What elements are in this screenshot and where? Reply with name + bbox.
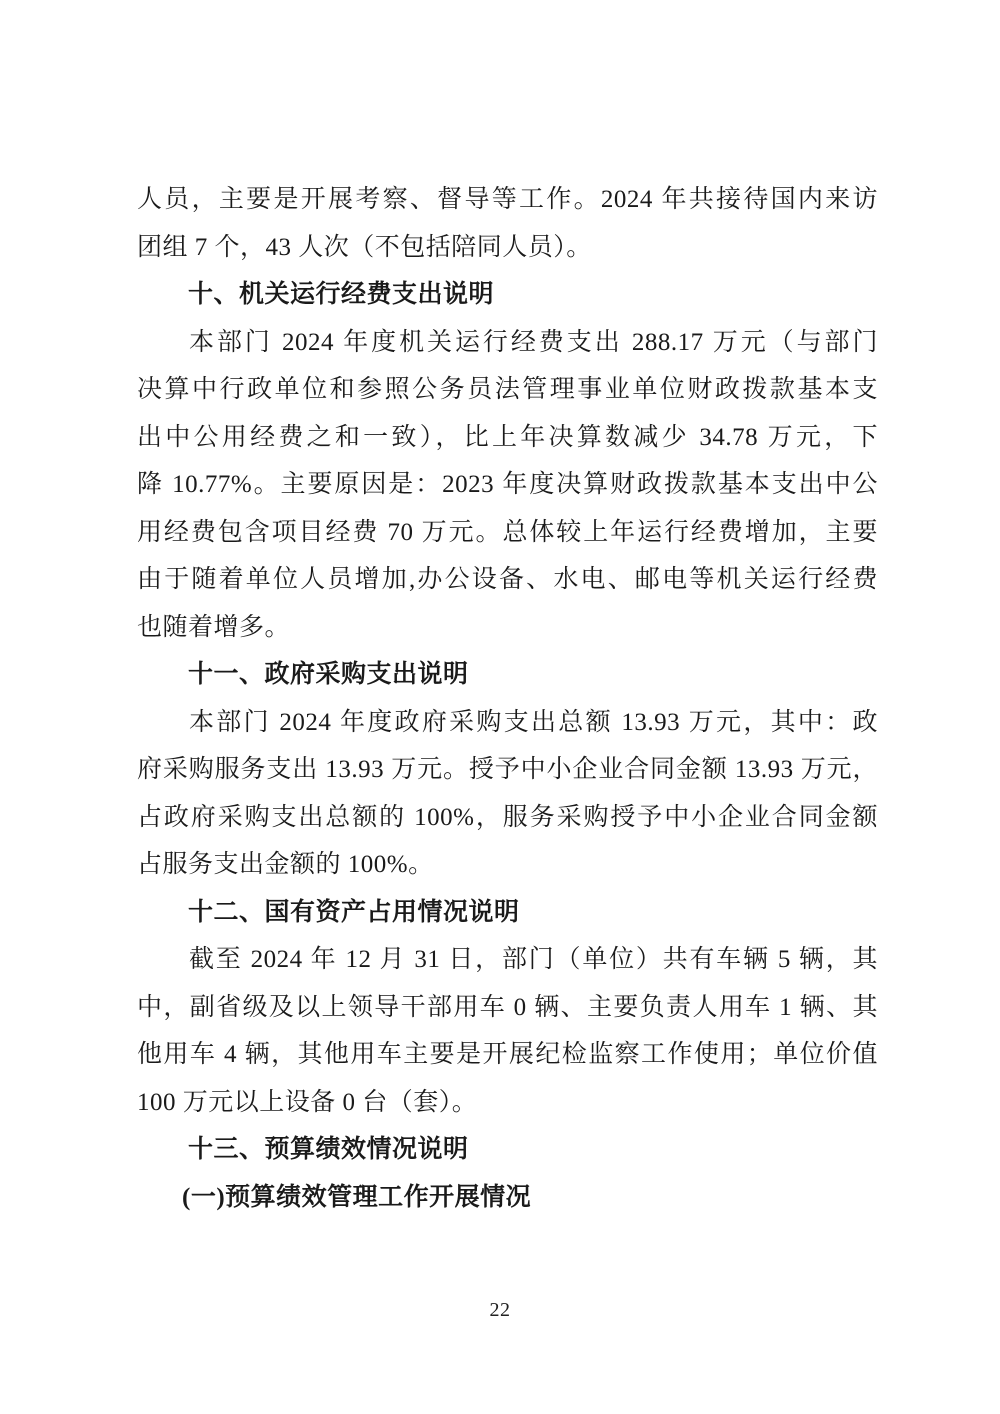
paragraph-line: 中，副省级及以上领导干部用车 0 辆、主要负责人用车 1 辆、其	[137, 993, 878, 1021]
paragraph-line: 决算中行政单位和参照公务员法管理事业单位财政拨款基本支	[137, 376, 878, 403]
paragraph-line: 占服务支出金额的 100%。	[137, 851, 434, 878]
paragraph-line: 本部门 2024 年度机关运行经费支出 288.17 万元（与部门	[189, 328, 878, 356]
paragraph-line: 人员，主要是开展考察、督导等工作。2024 年共接待国内来访	[137, 186, 878, 213]
paragraph-line: 降 10.77%。主要原因是：2023 年度决算财政拨款基本支出中公	[137, 471, 878, 498]
paragraph-line: 截至 2024 年 12 月 31 日，部门（单位）共有车辆 5 辆，其	[189, 946, 878, 973]
paragraph-line: 也随着增多。	[137, 613, 291, 641]
section-heading: 十一、政府采购支出说明	[188, 661, 469, 688]
paragraph-line: 用经费包含项目经费 70 万元。总体较上年运行经费增加，主要	[137, 518, 878, 546]
section-heading: 十二、国有资产占用情况说明	[188, 898, 520, 926]
section-heading: 十三、预算绩效情况说明	[188, 1136, 469, 1163]
paragraph-line: 他用车 4 辆，其他用车主要是开展纪检监察工作使用；单位价值	[137, 1041, 878, 1068]
section-heading: 十、机关运行经费支出说明	[188, 281, 495, 308]
page-number: 22	[489, 1299, 511, 1321]
page-footer	[0, 1298, 1000, 1322]
paragraph-line: 本部门 2024 年度政府采购支出总额 13.93 万元，其中：政	[189, 708, 878, 736]
paragraph-line: 团组 7 个，43 人次（不包括陪同人员）。	[137, 233, 592, 261]
paragraph-line: 占政府采购支出总额的 100%，服务采购授予中小企业合同金额	[137, 803, 878, 831]
paragraph-line: 出中公用经费之和一致），比上年决算数减少 34.78 万元，下	[137, 423, 878, 451]
paragraph-line: 府采购服务支出 13.93 万元。授予中小企业合同金额 13.93 万元，	[137, 756, 878, 783]
paragraph-line: 由于随着单位人员增加,办公设备、水电、邮电等机关运行经费	[137, 566, 878, 593]
paragraph-line: 100 万元以上设备 0 台（套）。	[137, 1088, 478, 1116]
section-heading: (一)预算绩效管理工作开展情况	[182, 1183, 532, 1211]
document-content	[137, 176, 878, 1221]
